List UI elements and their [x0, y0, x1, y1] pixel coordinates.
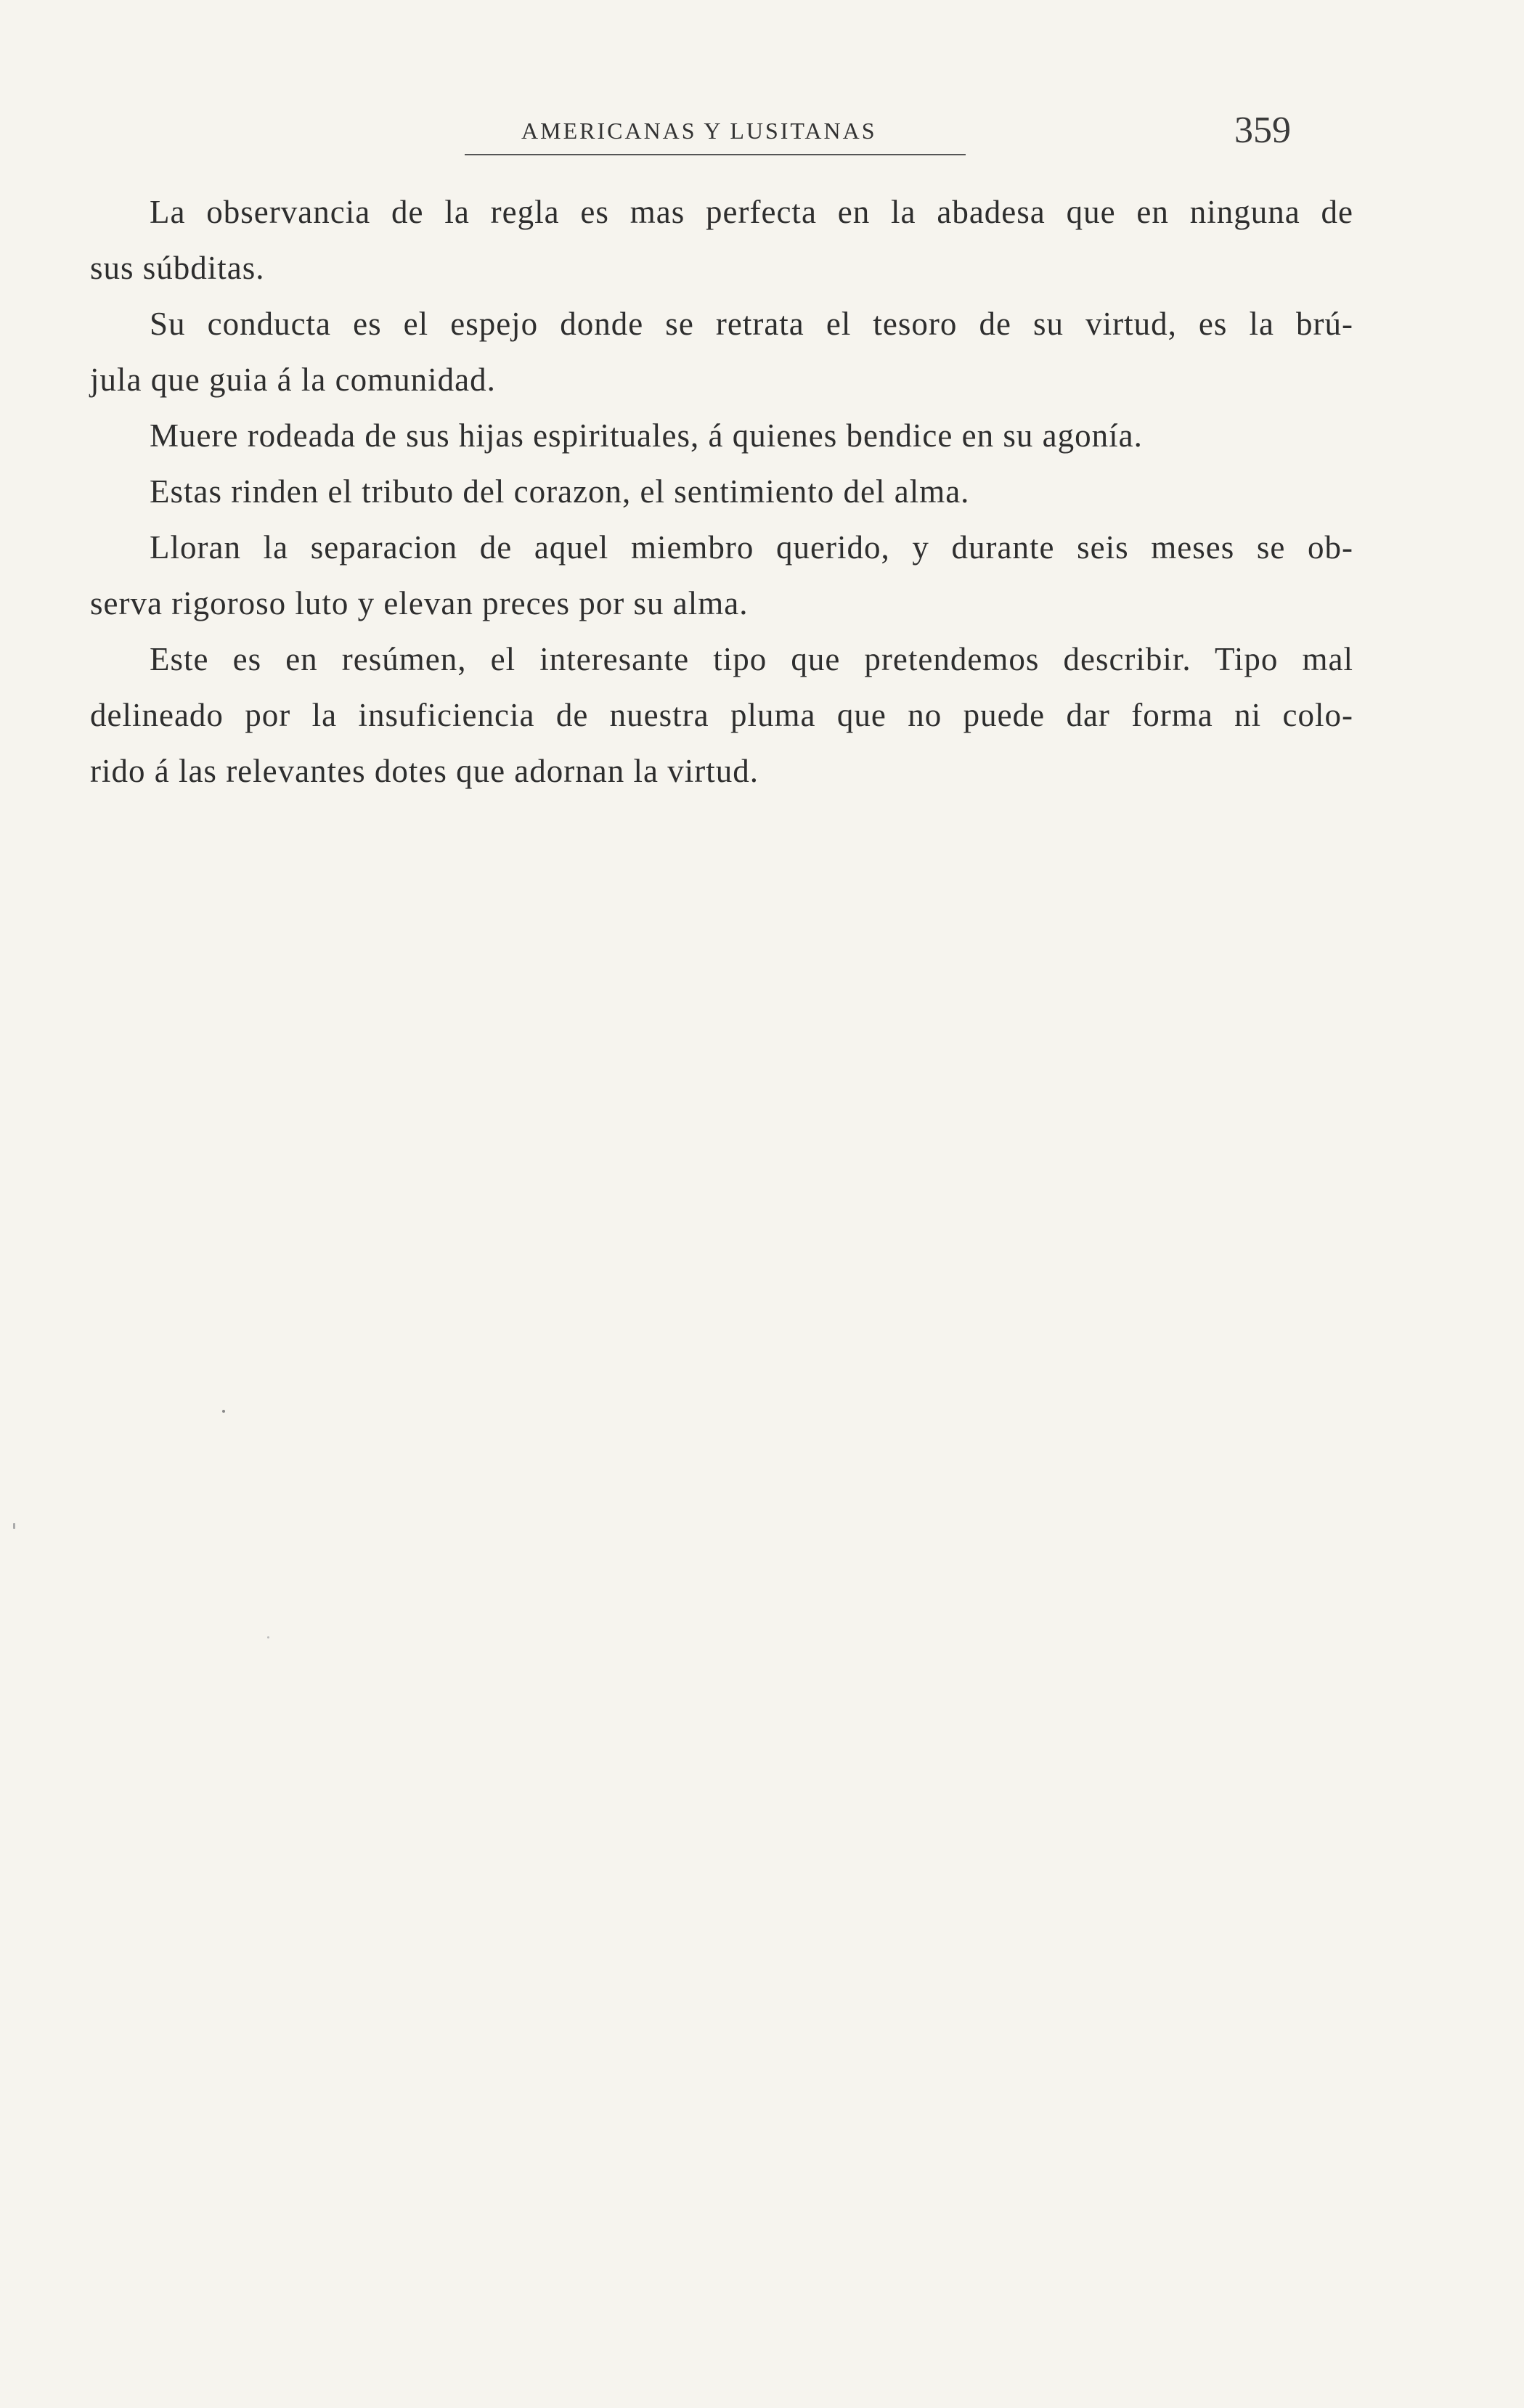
running-head [0, 109, 1524, 167]
text-line: rido á las relevantes dotes que adornan la virtud. [90, 753, 759, 789]
page-number: 359 [1234, 110, 1291, 151]
text-line: Muere rodeada de sus hijas espirituales, á quienes bendice en su agonía. [150, 417, 1143, 454]
header-rule [465, 154, 966, 155]
running-title: AMERICANAS Y LUSITANAS [521, 118, 877, 144]
text-line: sus súbditas. [90, 250, 265, 286]
text-line: Lloran la separacion de aquel miembro querido, y durante seis meses se ob- [150, 529, 1353, 566]
text-line: Su conducta es el espejo donde se retrata el tesoro de su virtud, es la brú- [150, 306, 1353, 342]
paragraph-6 [90, 632, 1353, 799]
text-line: Este es en resúmen, el interesante tipo que pretendemos describir. Tipo mal [150, 641, 1353, 677]
paragraph-1 [90, 184, 1353, 296]
paragraph-4 [90, 464, 1353, 520]
paper-fleck [13, 1523, 15, 1529]
body-text [90, 184, 1353, 799]
text-line: Estas rinden el tributo del corazon, el sentimiento del alma. [150, 473, 970, 510]
paragraph-3 [90, 408, 1353, 464]
text-line: jula que guia á la comunidad. [90, 362, 496, 398]
paragraph-2 [90, 296, 1353, 408]
paper-fleck [222, 1410, 225, 1413]
paragraph-5 [90, 520, 1353, 632]
text-line: delineado por la insuficiencia de nuestra pluma que no puede dar forma ni colo- [90, 697, 1353, 733]
text-line: serva rigoroso luto y elevan preces por su alma. [90, 585, 749, 621]
text-line: La observancia de la regla es mas perfecta en la abadesa que en ninguna de [150, 194, 1353, 230]
paper-fleck [267, 1636, 269, 1638]
